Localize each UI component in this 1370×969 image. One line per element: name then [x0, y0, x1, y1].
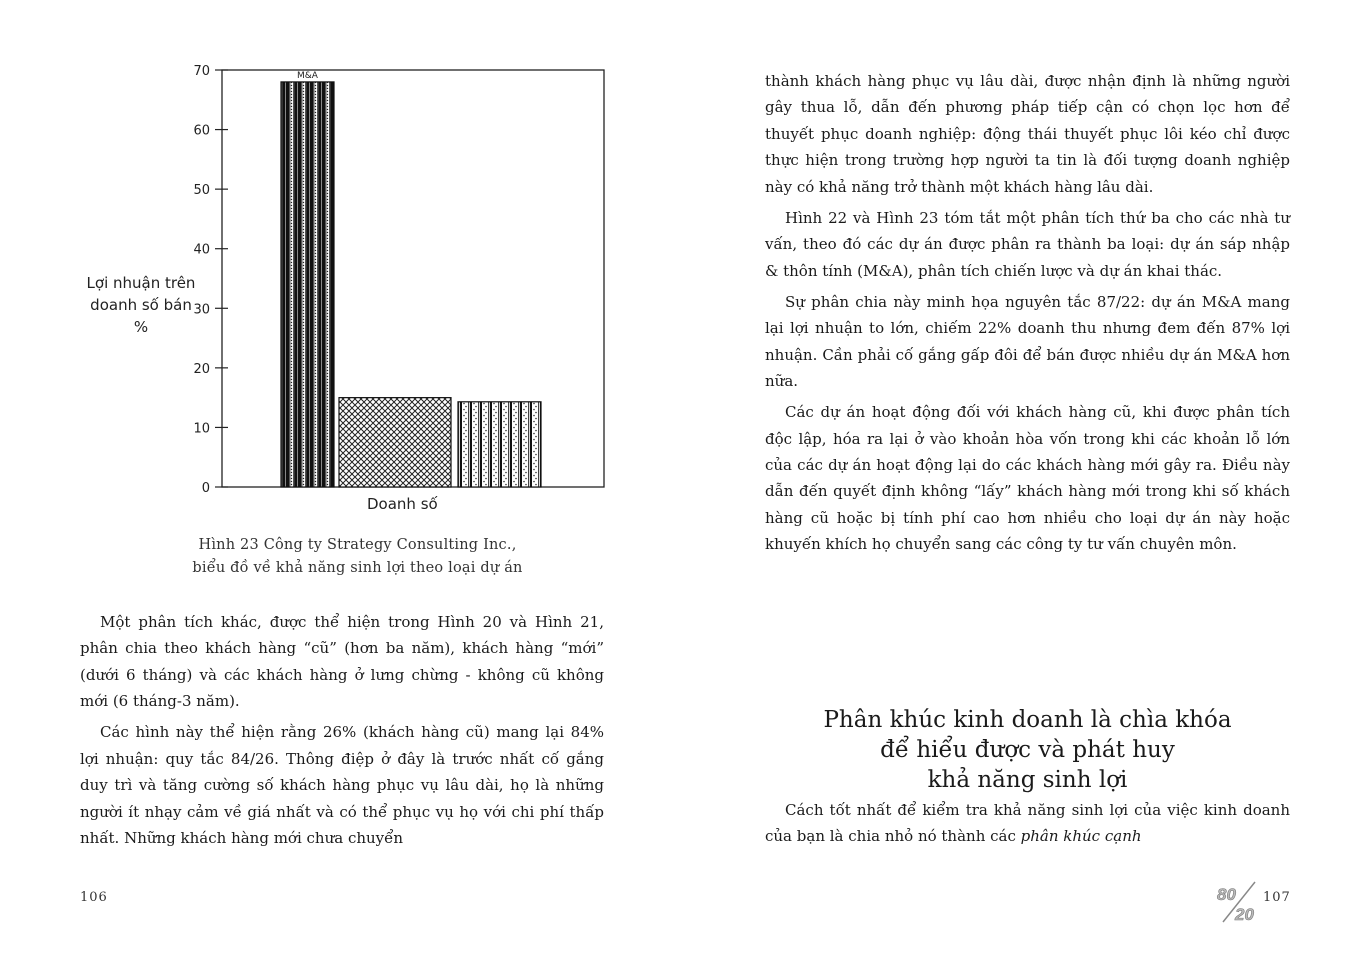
y-tick-label: 60: [193, 123, 210, 139]
y-tick-label: 30: [193, 302, 210, 318]
left-body-text: [80, 609, 604, 856]
y-tick-label: 0: [201, 481, 210, 496]
bar: [281, 82, 334, 487]
bar: [458, 402, 541, 487]
y-tick-label: 40: [193, 242, 210, 258]
paragraph-italic-text: phân khúc cạnh: [1020, 827, 1142, 846]
chart-layer: [193, 64, 604, 496]
logo-top-text: 80: [1217, 885, 1236, 904]
figure-caption: [120, 534, 595, 580]
section-heading: [765, 705, 1290, 795]
y-axis-label-line: doanh số bán: [90, 296, 192, 314]
heading-line: để hiểu được và phát huy: [880, 737, 1175, 764]
y-axis-label: [76, 272, 206, 338]
y-tick-label: 50: [193, 183, 210, 199]
paragraph: Sự phân chia này minh họa nguyên tắc 87/22: dự án M&A mang lại lợi nhuận to lớn, chiếm 22% doanh thu nhưng đem đến 87% lợi nhuận. Cần phải cố gắng gấp đôi để bán được nhiều dự án M&A hơn nữa.: [765, 292, 1290, 391]
paragraph: Các dự án hoạt động đối với khách hàng cũ, khi được phân tích độc lập, hóa ra lại ở vào khoản hòa vốn trong khi các khoản lỗ lớn của các dự án hoạt động lại do các khách hàng mới gây ra. Điều này dẫn đến quyết định không “lấy” khách hàng mới trong khi số khách hàng cũ hoặc bị tính phí cao hơn nhiều cho loại dự án này hoặc khuyến khích họ chuyển sang các công ty tư vấn chuyên môn.: [765, 403, 1290, 554]
profitability-chart: [70, 60, 630, 530]
closing-body-text: [765, 797, 1290, 855]
y-tick-label: 10: [193, 421, 210, 437]
right-page: [685, 0, 1370, 969]
y-axis-label-line: %: [133, 318, 149, 336]
paragraph-text: Cách tốt nhất để kiểm tra khả năng sinh lợi của việc kinh doanh của bạn là chia nhỏ nó thành các: [765, 801, 1290, 846]
caption-line: Hình 23 Công ty Strategy Consulting Inc.,: [198, 537, 517, 553]
y-tick-label: 70: [193, 64, 210, 79]
logo-bottom-text: 20: [1235, 905, 1254, 924]
y-axis-label-line: Lợi nhuận trên: [86, 274, 196, 292]
right-body-text: [765, 68, 1290, 563]
heading-line: khả năng sinh lợi: [927, 767, 1128, 794]
paragraph: Hình 22 và Hình 23 tóm tắt một phân tích thứ ba cho các nhà tư vấn, theo đó các dự án được phân ra thành ba loại: dự án sáp nhập & thôn tính (M&A), phân tích chiến lược và dự án khai thác.: [765, 208, 1290, 280]
bar: [339, 398, 451, 487]
paragraph: [765, 797, 1290, 850]
heading-line: Phân khúc kinh doanh là chìa khóa: [823, 707, 1232, 734]
page-number: 107: [1263, 890, 1291, 905]
8020-logo-icon: [1215, 880, 1265, 924]
caption-line: biểu đồ về khả năng sinh lợi theo loại dự án: [192, 560, 523, 576]
paragraph: thành khách hàng phục vụ lâu dài, được nhận định là những người gây thua lỗ, dẫn đến phương pháp tiếp cận có chọn lọc hơn để thuyết phục doanh nghiệp: động thái thuyết phục lôi kéo chỉ được thực hiện trong trường hợp người ta tin là đối tượng doanh nghiệp này có khả năng trở thành một khách hàng lâu dài.: [765, 72, 1290, 196]
paragraph: Các hình này thể hiện rằng 26% (khách hàng cũ) mang lại 84% lợi nhuận: quy tắc 84/26. Thông điệp ở đây là trước nhất cố gắng duy trì và tăng cường số khách hàng phục vụ lâu dài, họ là những người ít nhạy cảm về giá nhất và có thể phục vụ họ với chi phí thấp nhất. Những khách hàng mới chưa chuyển: [80, 723, 604, 848]
paragraph: Một phân tích khác, được thể hiện trong Hình 20 và Hình 21, phân chia theo khách hàng “cũ” (hơn ba năm), khách hàng “mới” (dưới 6 tháng) và các khách hàng ở lưng chừng - không cũ không mới (6 tháng-3 năm).: [80, 613, 604, 711]
bar-label: M&A: [297, 70, 318, 81]
x-axis-label: Doanh số: [367, 495, 438, 513]
y-tick-label: 20: [193, 361, 210, 377]
page-number: 106: [80, 890, 108, 905]
